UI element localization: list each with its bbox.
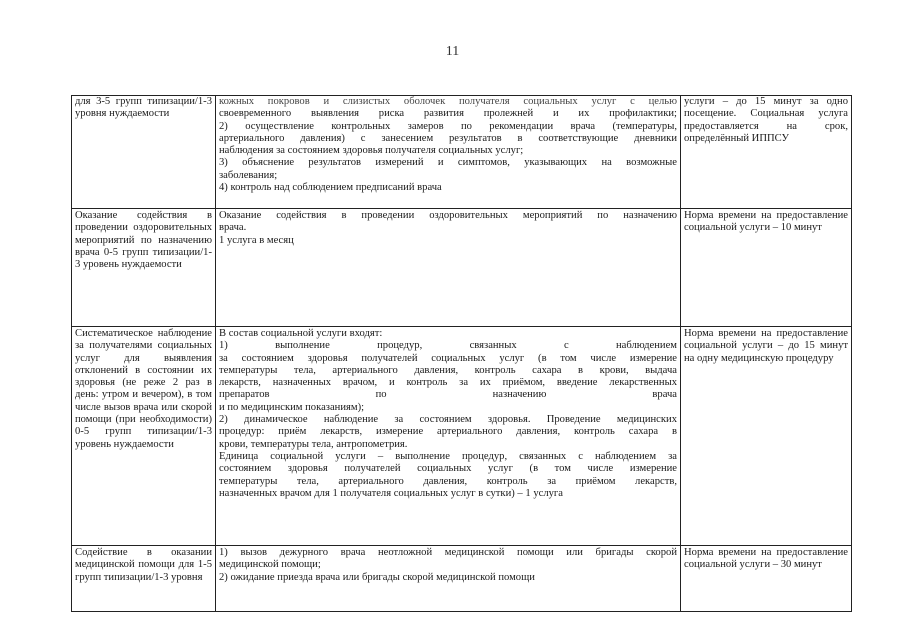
content-line: своевременного выявления риска развития пролежней и их профилактики; <box>219 108 677 120</box>
time-norm-cell: Норма времени на предоставление социальной услуги – 10 минут <box>681 209 852 327</box>
content-line: 1 услуга в месяц <box>219 234 294 246</box>
service-content-cell <box>216 96 681 209</box>
content-line: 1) вызов дежурного врача неотложной медицинской помощи или бригады скорой <box>219 547 677 558</box>
content-line: крови, температуры тела, антропометрия. <box>219 438 408 450</box>
content-line: Оказание содействия в проведении оздоровительных мероприятий по назначению <box>219 210 677 221</box>
content-line: температуры тела, артериального давления, контроль за приёмом лекарств, <box>219 475 677 487</box>
content-line: артериального давления) с занесением результатов в соответствующие дневники <box>219 132 677 144</box>
content-line: 3) объяснение результатов измерений и симптомов, указывающих на возможные <box>219 157 677 169</box>
content-line: процедур: приём лекарств, измерение артериального давления, контроль сахара в <box>219 426 677 438</box>
content-line: кожных покровов и слизистых оболочек получателя социальных услуг с целью <box>219 96 677 107</box>
service-content-cell <box>216 546 681 612</box>
content-line: 2) ожидание приезда врача или бригады скорой медицинской помощи <box>219 571 535 583</box>
table-row <box>72 327 852 546</box>
content-line: медицинской помощи; <box>219 559 321 571</box>
table-row <box>72 546 852 612</box>
content-line: наблюдения за состоянием здоровья получателя социальных услуг; <box>219 145 524 157</box>
content-line: В состав социальной услуги входят: <box>219 328 383 339</box>
service-content-cell <box>216 327 681 546</box>
content-line: заболевания; <box>219 169 278 181</box>
table-row <box>72 209 852 327</box>
page-number: 11 <box>445 44 460 59</box>
service-name-cell: Оказание содействия в проведении оздоровительных мероприятий по назначению врача 0-5 групп типизации/1-3 уровень нуждаемости <box>72 209 216 327</box>
content-line: Единица социальной услуги – выполнение процедур, связанных с наблюдением за <box>219 450 677 462</box>
content-line: 1) выполнение процедур, связанных с наблюдением <box>219 340 677 352</box>
service-name-cell: для 3-5 групп типизации/1-3 уровня нуждаемости <box>72 96 216 209</box>
content-line: лекарств, назначенных врачом, и контроль за их приёмом, введение лекарственных <box>219 377 677 389</box>
content-line: и по медицинским показаниям); <box>219 401 365 413</box>
time-norm-cell: Норма времени на предоставление социальной услуги – 30 минут <box>681 546 852 612</box>
services-table <box>71 95 852 612</box>
content-line: 4) контроль над соблюдением предписаний врача <box>219 182 442 194</box>
time-norm-cell: услуги – до 15 минут за одно посещение. Социальная услуга предоставляется на срок, определённый ИППСУ <box>681 96 852 209</box>
table-row <box>72 96 852 209</box>
content-line: 2) динамическое наблюдение за состоянием здоровья. Проведение медицинских <box>219 414 677 426</box>
time-norm-cell: Норма времени на предоставление социальной услуги – до 15 минут на одну медицинскую процедуру <box>681 327 852 546</box>
service-name-cell: Систематическое наблюдение за получателями социальных услуг для выявления отклонений в состоянии их здоровья (не реже 2 раз в день: утром и вечером), в том числе вызов врача или скорой помощи (при необходимости) 0-5 групп типизации/1-3 уровень нуждаемости <box>72 327 216 546</box>
content-line: состоянием здоровья получателей социальных услуг (в том числе измерение <box>219 463 677 475</box>
content-line: за состоянием здоровья получателей социальных услуг (в том числе измерение <box>219 352 677 364</box>
content-line: препаратов по назначению врача <box>219 389 677 401</box>
content-line: температуры тела, артериального давления, контроль сахара в крови, выдача <box>219 364 677 376</box>
service-content-cell <box>216 209 681 327</box>
content-line: врача. <box>219 222 247 234</box>
content-line: назначенных врачом для 1 получателя социальных услуг в сутки) – 1 услуга <box>219 487 563 499</box>
service-name-cell: Содействие в оказании медицинской помощи для 1-5 групп типизации/1-3 уровня <box>72 546 216 612</box>
content-line: 2) осуществление контрольных замеров по рекомендации врача (температуры, <box>219 120 677 132</box>
